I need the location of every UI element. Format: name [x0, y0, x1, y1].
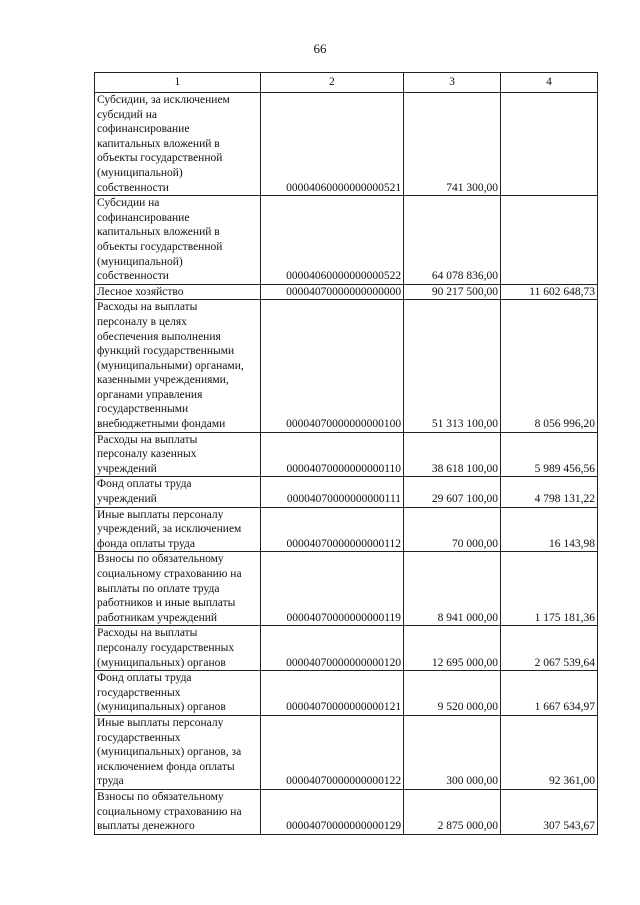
row-col4-cell: [501, 93, 598, 196]
table-row: [95, 715, 598, 789]
table-row: [95, 196, 598, 285]
column-header-3: 3: [404, 73, 501, 93]
row-name-cell: Расходы на выплаты персоналу государственных (муниципальных) органов: [95, 626, 261, 671]
row-col3-cell: 70 000,00: [404, 507, 501, 552]
row-name-cell: Взносы по обязательному социальному страхованию на выплаты по оплате труда работников и иные выплаты работникам учреждений: [95, 552, 261, 626]
row-name-cell: Фонд оплаты труда учреждений: [95, 477, 261, 507]
row-col4-cell: 92 361,00: [501, 715, 598, 789]
row-code-cell: 00004060000000000521: [260, 93, 403, 196]
row-name-cell: Субсидии на софинансирование капитальных вложений в объекты государственной (муниципальной) собственности: [95, 196, 261, 285]
row-name-cell: Взносы по обязательному социальному страхованию на выплаты денежного: [95, 789, 261, 834]
row-col4-cell: 16 143,98: [501, 507, 598, 552]
row-name-cell: Фонд оплаты труда государственных (муниципальных) органов: [95, 671, 261, 716]
row-col3-cell: 741 300,00: [404, 93, 501, 196]
row-code-cell: 00004070000000000119: [260, 552, 403, 626]
row-col3-cell: 64 078 836,00: [404, 196, 501, 285]
row-col3-cell: 300 000,00: [404, 715, 501, 789]
table-row: [95, 789, 598, 834]
table-row: [95, 507, 598, 552]
row-name-cell: Иные выплаты персоналу государственных (муниципальных) органов, за исключением фонда оплаты труда: [95, 715, 261, 789]
table-row: [95, 284, 598, 300]
row-code-cell: 00004070000000000120: [260, 626, 403, 671]
row-code-cell: 00004070000000000000: [260, 284, 403, 300]
table-row: [95, 432, 598, 477]
row-code-cell: 00004070000000000129: [260, 789, 403, 834]
row-col3-cell: 90 217 500,00: [404, 284, 501, 300]
row-code-cell: 00004070000000000111: [260, 477, 403, 507]
row-name-cell: Расходы на выплаты персоналу казенных учреждений: [95, 432, 261, 477]
table-row: [95, 477, 598, 507]
column-header-1: 1: [95, 73, 261, 93]
row-code-cell: 00004070000000000112: [260, 507, 403, 552]
row-col4-cell: 1 667 634,97: [501, 671, 598, 716]
row-code-cell: 00004070000000000110: [260, 432, 403, 477]
row-name-cell: Субсидии, за исключением субсидий на софинансирование капитальных вложений в объекты государственной (муниципальной) собственности: [95, 93, 261, 196]
row-col3-cell: 51 313 100,00: [404, 300, 501, 432]
row-name-cell: Иные выплаты персоналу учреждений, за исключением фонда оплаты труда: [95, 507, 261, 552]
row-code-cell: 00004070000000000100: [260, 300, 403, 432]
column-header-2: 2: [260, 73, 403, 93]
table-row: [95, 552, 598, 626]
row-col4-cell: 2 067 539,64: [501, 626, 598, 671]
row-col3-cell: 8 941 000,00: [404, 552, 501, 626]
table-row: [95, 93, 598, 196]
row-name-cell: Расходы на выплаты персоналу в целях обеспечения выполнения функций государственными (муниципальными) органами, казенными учреждениями, органами управления государственными внебюджетными фондами: [95, 300, 261, 432]
table-body: [95, 93, 598, 835]
row-col4-cell: 5 989 456,56: [501, 432, 598, 477]
row-col3-cell: 38 618 100,00: [404, 432, 501, 477]
row-col4-cell: [501, 196, 598, 285]
row-col3-cell: 29 607 100,00: [404, 477, 501, 507]
row-code-cell: 00004070000000000121: [260, 671, 403, 716]
row-col4-cell: 1 175 181,36: [501, 552, 598, 626]
budget-table: [94, 72, 598, 835]
column-header-4: 4: [501, 73, 598, 93]
table-row: [95, 300, 598, 432]
row-col4-cell: 307 543,67: [501, 789, 598, 834]
row-col4-cell: 4 798 131,22: [501, 477, 598, 507]
row-col4-cell: 8 056 996,20: [501, 300, 598, 432]
row-name-cell: Лесное хозяйство: [95, 284, 261, 300]
row-col3-cell: 2 875 000,00: [404, 789, 501, 834]
row-col3-cell: 9 520 000,00: [404, 671, 501, 716]
row-code-cell: 00004070000000000122: [260, 715, 403, 789]
table-row: [95, 626, 598, 671]
table-header-row: [95, 73, 598, 93]
table-row: [95, 671, 598, 716]
row-code-cell: 00004060000000000522: [260, 196, 403, 285]
row-col3-cell: 12 695 000,00: [404, 626, 501, 671]
page-number: 66: [313, 41, 327, 56]
row-col4-cell: 11 602 648,73: [501, 284, 598, 300]
